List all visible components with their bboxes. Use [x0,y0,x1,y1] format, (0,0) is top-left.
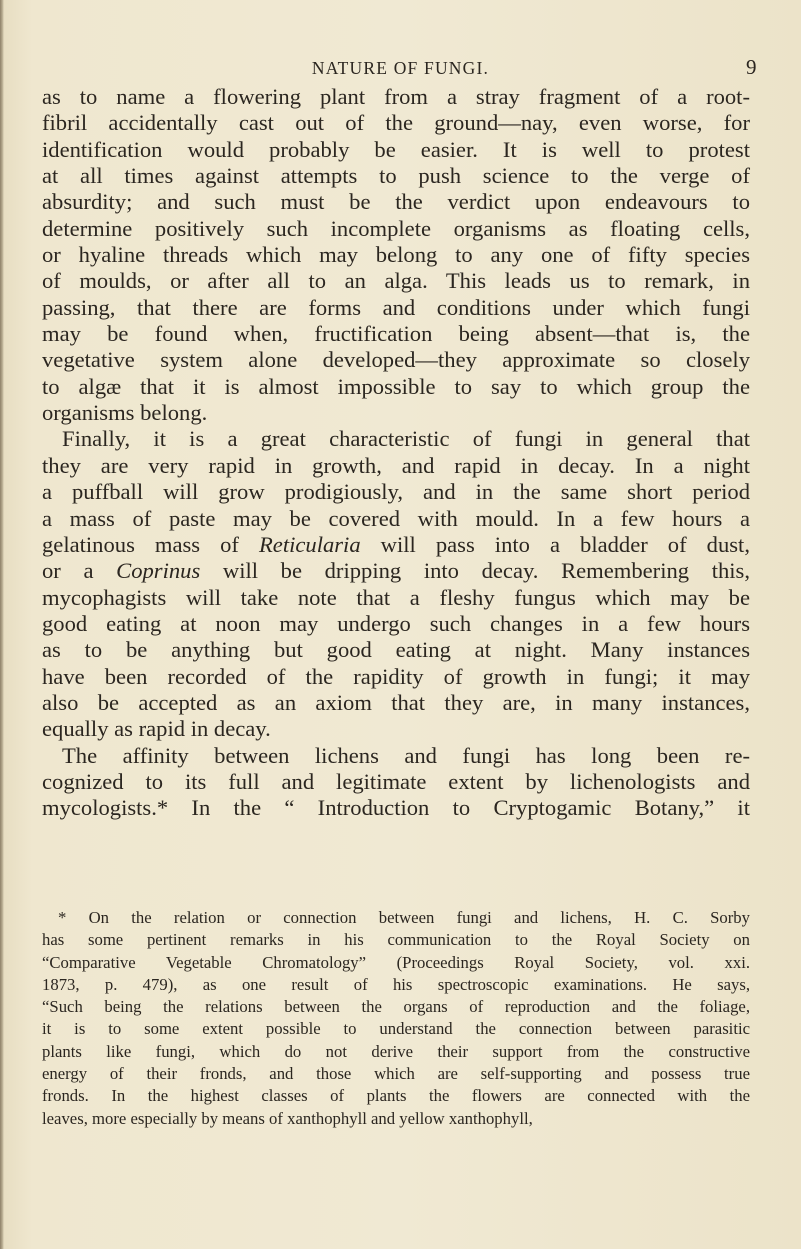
text-line: organisms belong. [42,400,208,426]
text-line [42,558,750,584]
text-line: absurdity; and such must be the verdict upon endeavours to [42,189,750,215]
text-segment: gelatinous mass of [42,531,239,557]
text-line: mycologists.* In the “ Introduction to Cryptogamic Botany,” it [42,795,750,821]
body-text [42,84,750,822]
text-line: to algæ that it is almost impossible to say to which group the [42,373,750,399]
text-line: vegetative system alone developed—they approximate so closely [42,347,750,373]
footnote-line: “Such being the relations between the organs of reproduction and the foliage, [42,997,750,1017]
text-line [42,532,750,558]
footnote-line: has some pertinent remarks in his communication to the Royal Society on [42,930,750,950]
paragraph-start-line: The affinity between lichens and fungi has long been re- [62,742,750,768]
text-segment: will pass into a bladder of dust, [380,531,750,557]
text-line: cognized to its full and legitimate extent by lichenologists and [42,768,750,794]
paragraph-start-line: Finally, it is a great characteristic of fungi in general that [62,426,750,452]
italic-genus-name: Reticularia [258,531,361,557]
italic-genus-name: Coprinus [116,558,201,584]
text-line: a puffball will grow prodigiously, and in the same short period [42,479,750,505]
footnote-line: “Comparative Vegetable Chromatology” (Proceedings Royal Society, vol. xxi. [42,952,750,972]
footnote-line: * On the relation or connection between fungi and lichens, H. C. Sorby [58,908,750,927]
text-line: may be found when, fructification being absent—that is, the [42,321,750,347]
footnote-line: energy of their fronds, and those which are self-supporting and possess true [42,1064,750,1084]
text-line: passing, that there are forms and conditions under which fungi [42,294,750,320]
page-binding-edge [0,0,4,1249]
text-segment: or a [42,558,94,584]
page-number: 9 [746,55,757,79]
footnote-line: plants like fungi, which do not derive their support from the constructive [42,1041,750,1061]
text-line: a mass of paste may be covered with mould. In a few hours a [42,505,750,531]
footnote [42,907,750,1130]
text-line: of moulds, or after all to an alga. This leads us to remark, in [42,268,750,294]
text-line: identification would probably be easier. It is well to protest [42,136,750,162]
text-line: at all times against attempts to push science to the verge of [42,163,750,189]
text-line: fibril accidentally cast out of the ground—nay, even worse, for [42,110,750,136]
footnote-line: 1873, p. 479), as one result of his spectroscopic examinations. He says, [42,974,750,994]
text-line: also be accepted as an axiom that they are, in many instances, [42,689,750,715]
text-line: or hyaline threads which may belong to any one of fifty species [42,242,750,268]
footnote-line: fronds. In the highest classes of plants the flowers are connected with the [42,1086,750,1106]
text-line: determine positively such incomplete organisms as floating cells, [42,215,750,241]
text-line: good eating at noon may undergo such changes in a few hours [42,610,750,636]
footnote-line: leaves, more especially by means of xanthophyll and yellow xanthophyll, [42,1108,533,1128]
text-line: equally as rapid in decay. [42,716,271,742]
text-line: have been recorded of the rapidity of growth in fungi; it may [42,663,750,689]
text-line: as to name a flowering plant from a stray fragment of a root- [42,84,750,109]
text-line: as to be anything but good eating at night. Many instances [42,637,750,663]
footnote-line: it is to some extent possible to understand the connection between parasitic [42,1019,750,1039]
running-head: NATURE OF FUNGI. [311,58,490,78]
text-segment: will be dripping into decay. Remembering this, [222,558,750,584]
text-line: they are very rapid in growth, and rapid in decay. In a night [42,452,750,478]
text-line: mycophagists will take note that a fleshy fungus which may be [42,584,750,610]
